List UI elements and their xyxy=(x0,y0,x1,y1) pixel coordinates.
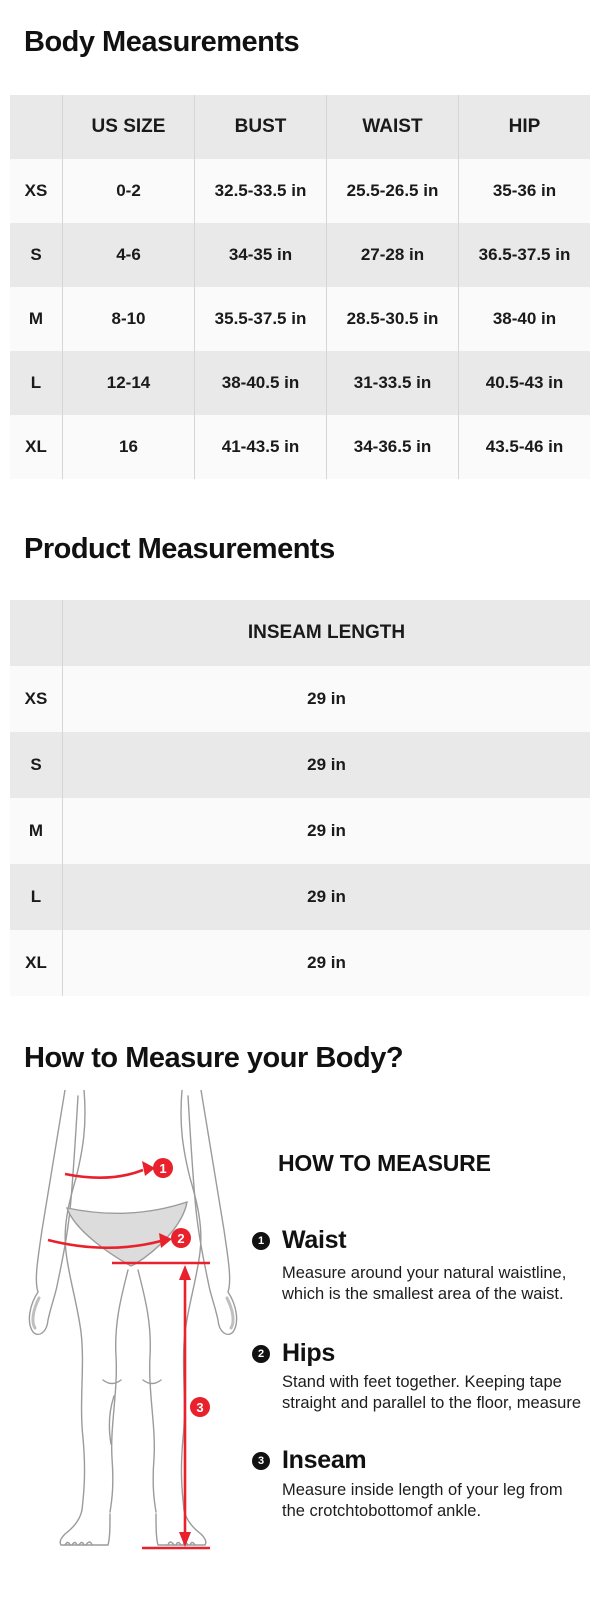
size-label: M xyxy=(10,798,62,864)
cell-hip: 38-40 in xyxy=(458,287,590,351)
body-measurements-title: Body Measurements xyxy=(24,26,300,58)
cell-inseam: 29 in xyxy=(62,864,590,930)
waist-label: Waist xyxy=(282,1226,347,1254)
cell-hip: 36.5-37.5 in xyxy=(458,223,590,287)
cell-hip: 40.5-43 in xyxy=(458,351,590,415)
header-cell-inseam-length: INSEAM LENGTH xyxy=(62,600,590,666)
body-figure-illustration xyxy=(15,1090,245,1560)
how-to-measure-title: How to Measure your Body? xyxy=(24,1042,404,1074)
cell-hip: 35-36 in xyxy=(458,159,590,223)
waist-number-badge: 1 xyxy=(252,1232,270,1250)
size-label: XL xyxy=(10,415,62,479)
size-label: L xyxy=(10,351,62,415)
waist-description-line1: Measure around your natural waistline, xyxy=(282,1264,567,1282)
hips-number-badge: 2 xyxy=(252,1345,270,1363)
inseam-up-arrowhead xyxy=(179,1265,191,1280)
inseam-label: Inseam xyxy=(282,1446,367,1474)
hips-description-line1: Stand with feet together. Keeping tape xyxy=(282,1373,562,1391)
cell-hip: 43.5-46 in xyxy=(458,415,590,479)
cell-inseam: 29 in xyxy=(62,666,590,732)
product-measurements-table xyxy=(10,600,590,996)
how-to-measure-panel-title: HOW TO MEASURE xyxy=(278,1150,491,1176)
inseam-description-line1: Measure inside length of your leg from xyxy=(282,1481,563,1499)
size-label: XL xyxy=(10,930,62,996)
size-label: S xyxy=(10,732,62,798)
size-label: M xyxy=(10,287,62,351)
cell-bust: 38-40.5 in xyxy=(194,351,326,415)
size-label: S xyxy=(10,223,62,287)
waist-description-line2: which is the smallest area of the waist. xyxy=(282,1284,564,1303)
cell-waist: 28.5-30.5 in xyxy=(326,287,458,351)
cell-waist: 25.5-26.5 in xyxy=(326,159,458,223)
cell-bust: 41-43.5 in xyxy=(194,415,326,479)
header-cell-empty xyxy=(10,95,62,159)
header-cell-bust: BUST xyxy=(194,95,326,159)
cell-us-size: 4-6 xyxy=(62,223,194,287)
cell-us-size: 12-14 xyxy=(62,351,194,415)
size-label: XS xyxy=(10,666,62,732)
cell-inseam: 29 in xyxy=(62,798,590,864)
cell-waist: 34-36.5 in xyxy=(326,415,458,479)
size-label: L xyxy=(10,864,62,930)
body-measurements-table xyxy=(10,95,590,479)
hips-description xyxy=(282,1372,598,1413)
cell-us-size: 8-10 xyxy=(62,287,194,351)
inseam-description-line2: the crotchtobottomof ankle. xyxy=(282,1501,482,1520)
diagram-marker-1-number: 1 xyxy=(159,1161,167,1176)
cell-us-size: 16 xyxy=(62,415,194,479)
waist-description xyxy=(282,1263,598,1304)
diagram-marker-2-number: 2 xyxy=(177,1231,185,1246)
cell-waist: 31-33.5 in xyxy=(326,351,458,415)
size-label: XS xyxy=(10,159,62,223)
cell-bust: 35.5-37.5 in xyxy=(194,287,326,351)
cell-us-size: 0-2 xyxy=(62,159,194,223)
hips-item-title xyxy=(252,1339,335,1368)
cell-inseam: 29 in xyxy=(62,732,590,798)
inseam-item-title xyxy=(252,1446,366,1475)
header-cell-empty xyxy=(10,600,62,666)
header-cell-waist: WAIST xyxy=(326,95,458,159)
cell-bust: 32.5-33.5 in xyxy=(194,159,326,223)
header-cell-hip: HIP xyxy=(458,95,590,159)
inseam-number-badge: 3 xyxy=(252,1452,270,1470)
measurement-diagram xyxy=(15,1090,245,1560)
hips-description-line2: straight and parallel to the floor, measure xyxy=(282,1393,582,1412)
waist-item-title xyxy=(252,1226,346,1255)
inseam-description xyxy=(282,1480,598,1521)
hips-label: Hips xyxy=(282,1339,335,1367)
cell-waist: 27-28 in xyxy=(326,223,458,287)
header-cell-us-size: US SIZE xyxy=(62,95,194,159)
diagram-marker-3-number: 3 xyxy=(196,1400,204,1415)
cell-inseam: 29 in xyxy=(62,930,590,996)
cell-bust: 34-35 in xyxy=(194,223,326,287)
product-measurements-title: Product Measurements xyxy=(24,533,335,565)
